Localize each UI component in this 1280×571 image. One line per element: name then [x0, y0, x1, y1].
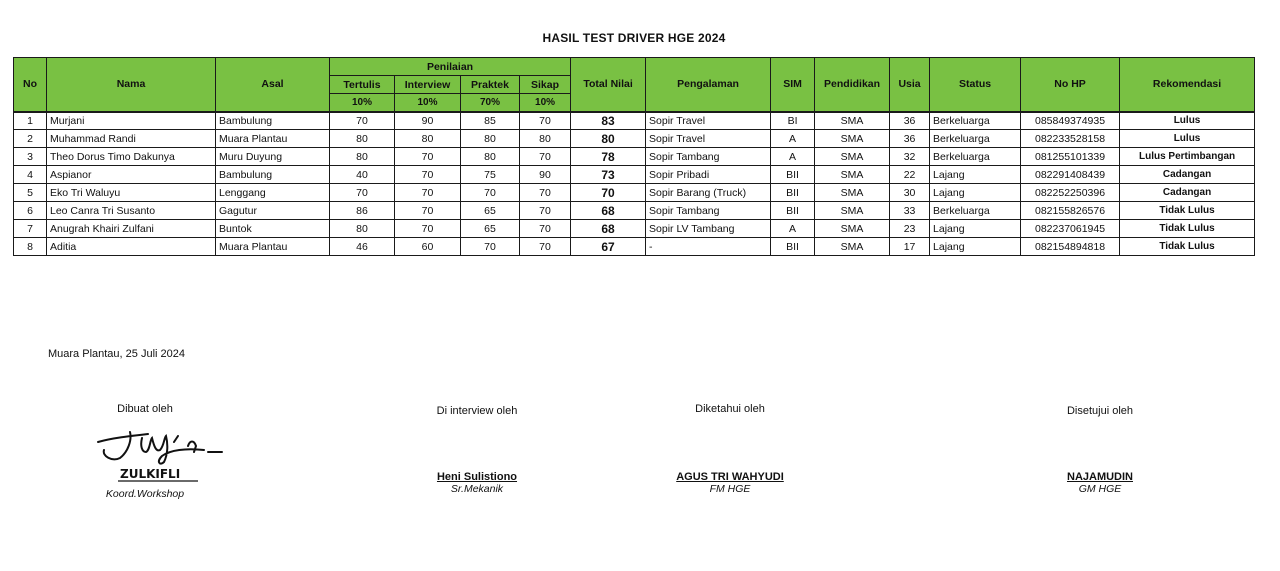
- table-row: [14, 148, 1255, 166]
- cell-status: Berkeluarga: [930, 130, 1021, 148]
- cell-sim: A: [771, 130, 815, 148]
- header-tertulis: Tertulis: [330, 76, 395, 94]
- signature-name: Heni Sulistiono: [436, 471, 518, 483]
- cell-asal: Lenggang: [216, 184, 330, 202]
- signature-role: Disetujui oleh: [1066, 405, 1134, 417]
- header-no-hp: No HP: [1021, 58, 1120, 112]
- cell-tertulis: 80: [330, 148, 395, 166]
- cell-status: Lajang: [930, 184, 1021, 202]
- cell-pendidikan: SMA: [815, 112, 890, 130]
- header-rekomendasi: Rekomendasi: [1120, 58, 1255, 112]
- cell-total: 68: [571, 202, 646, 220]
- cell-rekomendasi: Cadangan: [1120, 166, 1255, 184]
- cell-total: 68: [571, 220, 646, 238]
- cell-no: 3: [14, 148, 47, 166]
- cell-hp: 085849374935: [1021, 112, 1120, 130]
- header-interview: Interview: [395, 76, 461, 94]
- signature-role: Di interview oleh: [436, 405, 518, 417]
- header-usia: Usia: [890, 58, 930, 112]
- cell-tertulis: 70: [330, 112, 395, 130]
- cell-nama: Aditia: [47, 238, 216, 256]
- cell-nama: Theo Dorus Timo Dakunya: [47, 148, 216, 166]
- cell-interview: 80: [395, 130, 461, 148]
- cell-sim: BII: [771, 202, 815, 220]
- cell-nama: Muhammad Randi: [47, 130, 216, 148]
- weight-interview: 10%: [395, 94, 461, 112]
- cell-interview: 70: [395, 220, 461, 238]
- cell-status: Berkeluarga: [930, 202, 1021, 220]
- cell-total: 80: [571, 130, 646, 148]
- cell-pengalaman: -: [646, 238, 771, 256]
- cell-no: 1: [14, 112, 47, 130]
- cell-praktek: 65: [461, 202, 520, 220]
- cell-asal: Muara Plantau: [216, 238, 330, 256]
- cell-tertulis: 40: [330, 166, 395, 184]
- cell-usia: 36: [890, 112, 930, 130]
- cell-rekomendasi: Lulus: [1120, 130, 1255, 148]
- weight-sikap: 10%: [520, 94, 571, 112]
- cell-nama: Eko Tri Waluyu: [47, 184, 216, 202]
- cell-no: 5: [14, 184, 47, 202]
- cell-no: 8: [14, 238, 47, 256]
- signature-name: NAJAMUDIN: [1067, 471, 1133, 483]
- document-title: HASIL TEST DRIVER HGE 2024: [542, 31, 726, 45]
- cell-asal: Gagutur: [216, 202, 330, 220]
- signature-block-disetujui-name: [1035, 471, 1165, 495]
- results-table: [13, 57, 1255, 256]
- cell-sikap: 70: [520, 112, 571, 130]
- weight-tertulis: 10%: [330, 94, 395, 112]
- cell-nama: Leo Canra Tri Susanto: [47, 202, 216, 220]
- place-date: Muara Plantau, 25 Juli 2024: [48, 348, 185, 360]
- signature-block-disetujui: [1035, 405, 1165, 417]
- cell-hp: 082291408439: [1021, 166, 1120, 184]
- cell-status: Lajang: [930, 220, 1021, 238]
- cell-status: Lajang: [930, 238, 1021, 256]
- cell-sim: BII: [771, 184, 815, 202]
- cell-rekomendasi: Tidak Lulus: [1120, 220, 1255, 238]
- cell-pengalaman: Sopir Pribadi: [646, 166, 771, 184]
- cell-tertulis: 70: [330, 184, 395, 202]
- signature-role: Dibuat oleh: [117, 403, 173, 415]
- header-praktek: Praktek: [461, 76, 520, 94]
- cell-rekomendasi: Tidak Lulus: [1120, 202, 1255, 220]
- weight-praktek: 70%: [461, 94, 520, 112]
- cell-pendidikan: SMA: [815, 184, 890, 202]
- cell-asal: Bambulung: [216, 166, 330, 184]
- cell-no: 6: [14, 202, 47, 220]
- cell-asal: Muru Duyung: [216, 148, 330, 166]
- cell-pengalaman: Sopir Barang (Truck): [646, 184, 771, 202]
- cell-pendidikan: SMA: [815, 148, 890, 166]
- cell-hp: 082154894818: [1021, 238, 1120, 256]
- cell-sim: BII: [771, 238, 815, 256]
- cell-usia: 17: [890, 238, 930, 256]
- cell-pendidikan: SMA: [815, 166, 890, 184]
- header-asal: Asal: [216, 58, 330, 112]
- cell-pengalaman: Sopir Travel: [646, 130, 771, 148]
- cell-interview: 70: [395, 166, 461, 184]
- signature-block-dibuat-position: [80, 488, 210, 500]
- signer-name: ZULKIFLI: [120, 467, 181, 481]
- header-status: Status: [930, 58, 1021, 112]
- cell-tertulis: 46: [330, 238, 395, 256]
- cell-praktek: 80: [461, 130, 520, 148]
- header-penilaian: Penilaian: [330, 58, 571, 76]
- cell-nama: Murjani: [47, 112, 216, 130]
- cell-total: 70: [571, 184, 646, 202]
- table-row: [14, 238, 1255, 256]
- cell-sikap: 70: [520, 148, 571, 166]
- cell-no: 7: [14, 220, 47, 238]
- header-nama: Nama: [47, 58, 216, 112]
- cell-status: Berkeluarga: [930, 112, 1021, 130]
- cell-no: 2: [14, 130, 47, 148]
- cell-total: 67: [571, 238, 646, 256]
- signature-name: AGUS TRI WAHYUDI: [676, 471, 784, 483]
- cell-hp: 081255101339: [1021, 148, 1120, 166]
- cell-sim: BII: [771, 166, 815, 184]
- cell-praktek: 70: [461, 184, 520, 202]
- cell-praktek: 85: [461, 112, 520, 130]
- table-row: [14, 220, 1255, 238]
- cell-total: 83: [571, 112, 646, 130]
- header-sikap: Sikap: [520, 76, 571, 94]
- cell-interview: 60: [395, 238, 461, 256]
- cell-sikap: 70: [520, 202, 571, 220]
- cell-pengalaman: Sopir Tambang: [646, 148, 771, 166]
- cell-usia: 22: [890, 166, 930, 184]
- cell-praktek: 70: [461, 238, 520, 256]
- cell-usia: 36: [890, 130, 930, 148]
- cell-pendidikan: SMA: [815, 202, 890, 220]
- table-body: [14, 112, 1255, 256]
- cell-rekomendasi: Tidak Lulus: [1120, 238, 1255, 256]
- signature-position: FM HGE: [709, 483, 751, 495]
- cell-tertulis: 80: [330, 220, 395, 238]
- cell-tertulis: 86: [330, 202, 395, 220]
- table-row: [14, 202, 1255, 220]
- cell-hp: 082155826576: [1021, 202, 1120, 220]
- cell-rekomendasi: Cadangan: [1120, 184, 1255, 202]
- table-row: [14, 166, 1255, 184]
- cell-status: Lajang: [930, 166, 1021, 184]
- cell-usia: 32: [890, 148, 930, 166]
- cell-asal: Bambulung: [216, 112, 330, 130]
- cell-sim: BI: [771, 112, 815, 130]
- signature-role: Diketahui oleh: [695, 403, 765, 415]
- handwritten-signature-icon: [90, 422, 230, 484]
- cell-rekomendasi: Lulus Pertimbangan: [1120, 148, 1255, 166]
- signature-block-dibuat: [80, 403, 210, 415]
- cell-total: 73: [571, 166, 646, 184]
- cell-hp: 082237061945: [1021, 220, 1120, 238]
- cell-nama: Aspianor: [47, 166, 216, 184]
- cell-rekomendasi: Lulus: [1120, 112, 1255, 130]
- header-total-nilai: Total Nilai: [571, 58, 646, 112]
- header-pengalaman: Pengalaman: [646, 58, 771, 112]
- cell-pengalaman: Sopir Travel: [646, 112, 771, 130]
- signature-block-interview-name: [407, 471, 547, 495]
- cell-sikap: 90: [520, 166, 571, 184]
- cell-sim: A: [771, 148, 815, 166]
- signature-block-interview: [407, 405, 547, 417]
- cell-pengalaman: Sopir LV Tambang: [646, 220, 771, 238]
- cell-praktek: 65: [461, 220, 520, 238]
- header-no: No: [14, 58, 47, 112]
- header-sim: SIM: [771, 58, 815, 112]
- cell-interview: 70: [395, 148, 461, 166]
- cell-interview: 70: [395, 202, 461, 220]
- cell-status: Berkeluarga: [930, 148, 1021, 166]
- cell-sikap: 70: [520, 220, 571, 238]
- cell-total: 78: [571, 148, 646, 166]
- cell-pengalaman: Sopir Tambang: [646, 202, 771, 220]
- cell-praktek: 75: [461, 166, 520, 184]
- cell-hp: 082233528158: [1021, 130, 1120, 148]
- cell-pendidikan: SMA: [815, 130, 890, 148]
- cell-praktek: 80: [461, 148, 520, 166]
- cell-hp: 082252250396: [1021, 184, 1120, 202]
- cell-pendidikan: SMA: [815, 220, 890, 238]
- cell-sikap: 80: [520, 130, 571, 148]
- cell-sikap: 70: [520, 238, 571, 256]
- cell-nama: Anugrah Khairi Zulfani: [47, 220, 216, 238]
- cell-usia: 23: [890, 220, 930, 238]
- cell-tertulis: 80: [330, 130, 395, 148]
- cell-usia: 33: [890, 202, 930, 220]
- signature-position: GM HGE: [1078, 483, 1122, 495]
- table-row: [14, 130, 1255, 148]
- table-row: [14, 184, 1255, 202]
- cell-interview: 70: [395, 184, 461, 202]
- cell-sikap: 70: [520, 184, 571, 202]
- cell-usia: 30: [890, 184, 930, 202]
- cell-sim: A: [771, 220, 815, 238]
- signature-position: Koord.Workshop: [105, 488, 185, 500]
- header-pendidikan: Pendidikan: [815, 58, 890, 112]
- cell-pendidikan: SMA: [815, 238, 890, 256]
- cell-asal: Buntok: [216, 220, 330, 238]
- cell-asal: Muara Plantau: [216, 130, 330, 148]
- cell-interview: 90: [395, 112, 461, 130]
- table-row: [14, 112, 1255, 130]
- signature-position: Sr.Mekanik: [450, 483, 504, 495]
- cell-no: 4: [14, 166, 47, 184]
- signature-block-diketahui: [655, 403, 805, 415]
- signature-block-diketahui-name: [655, 471, 805, 495]
